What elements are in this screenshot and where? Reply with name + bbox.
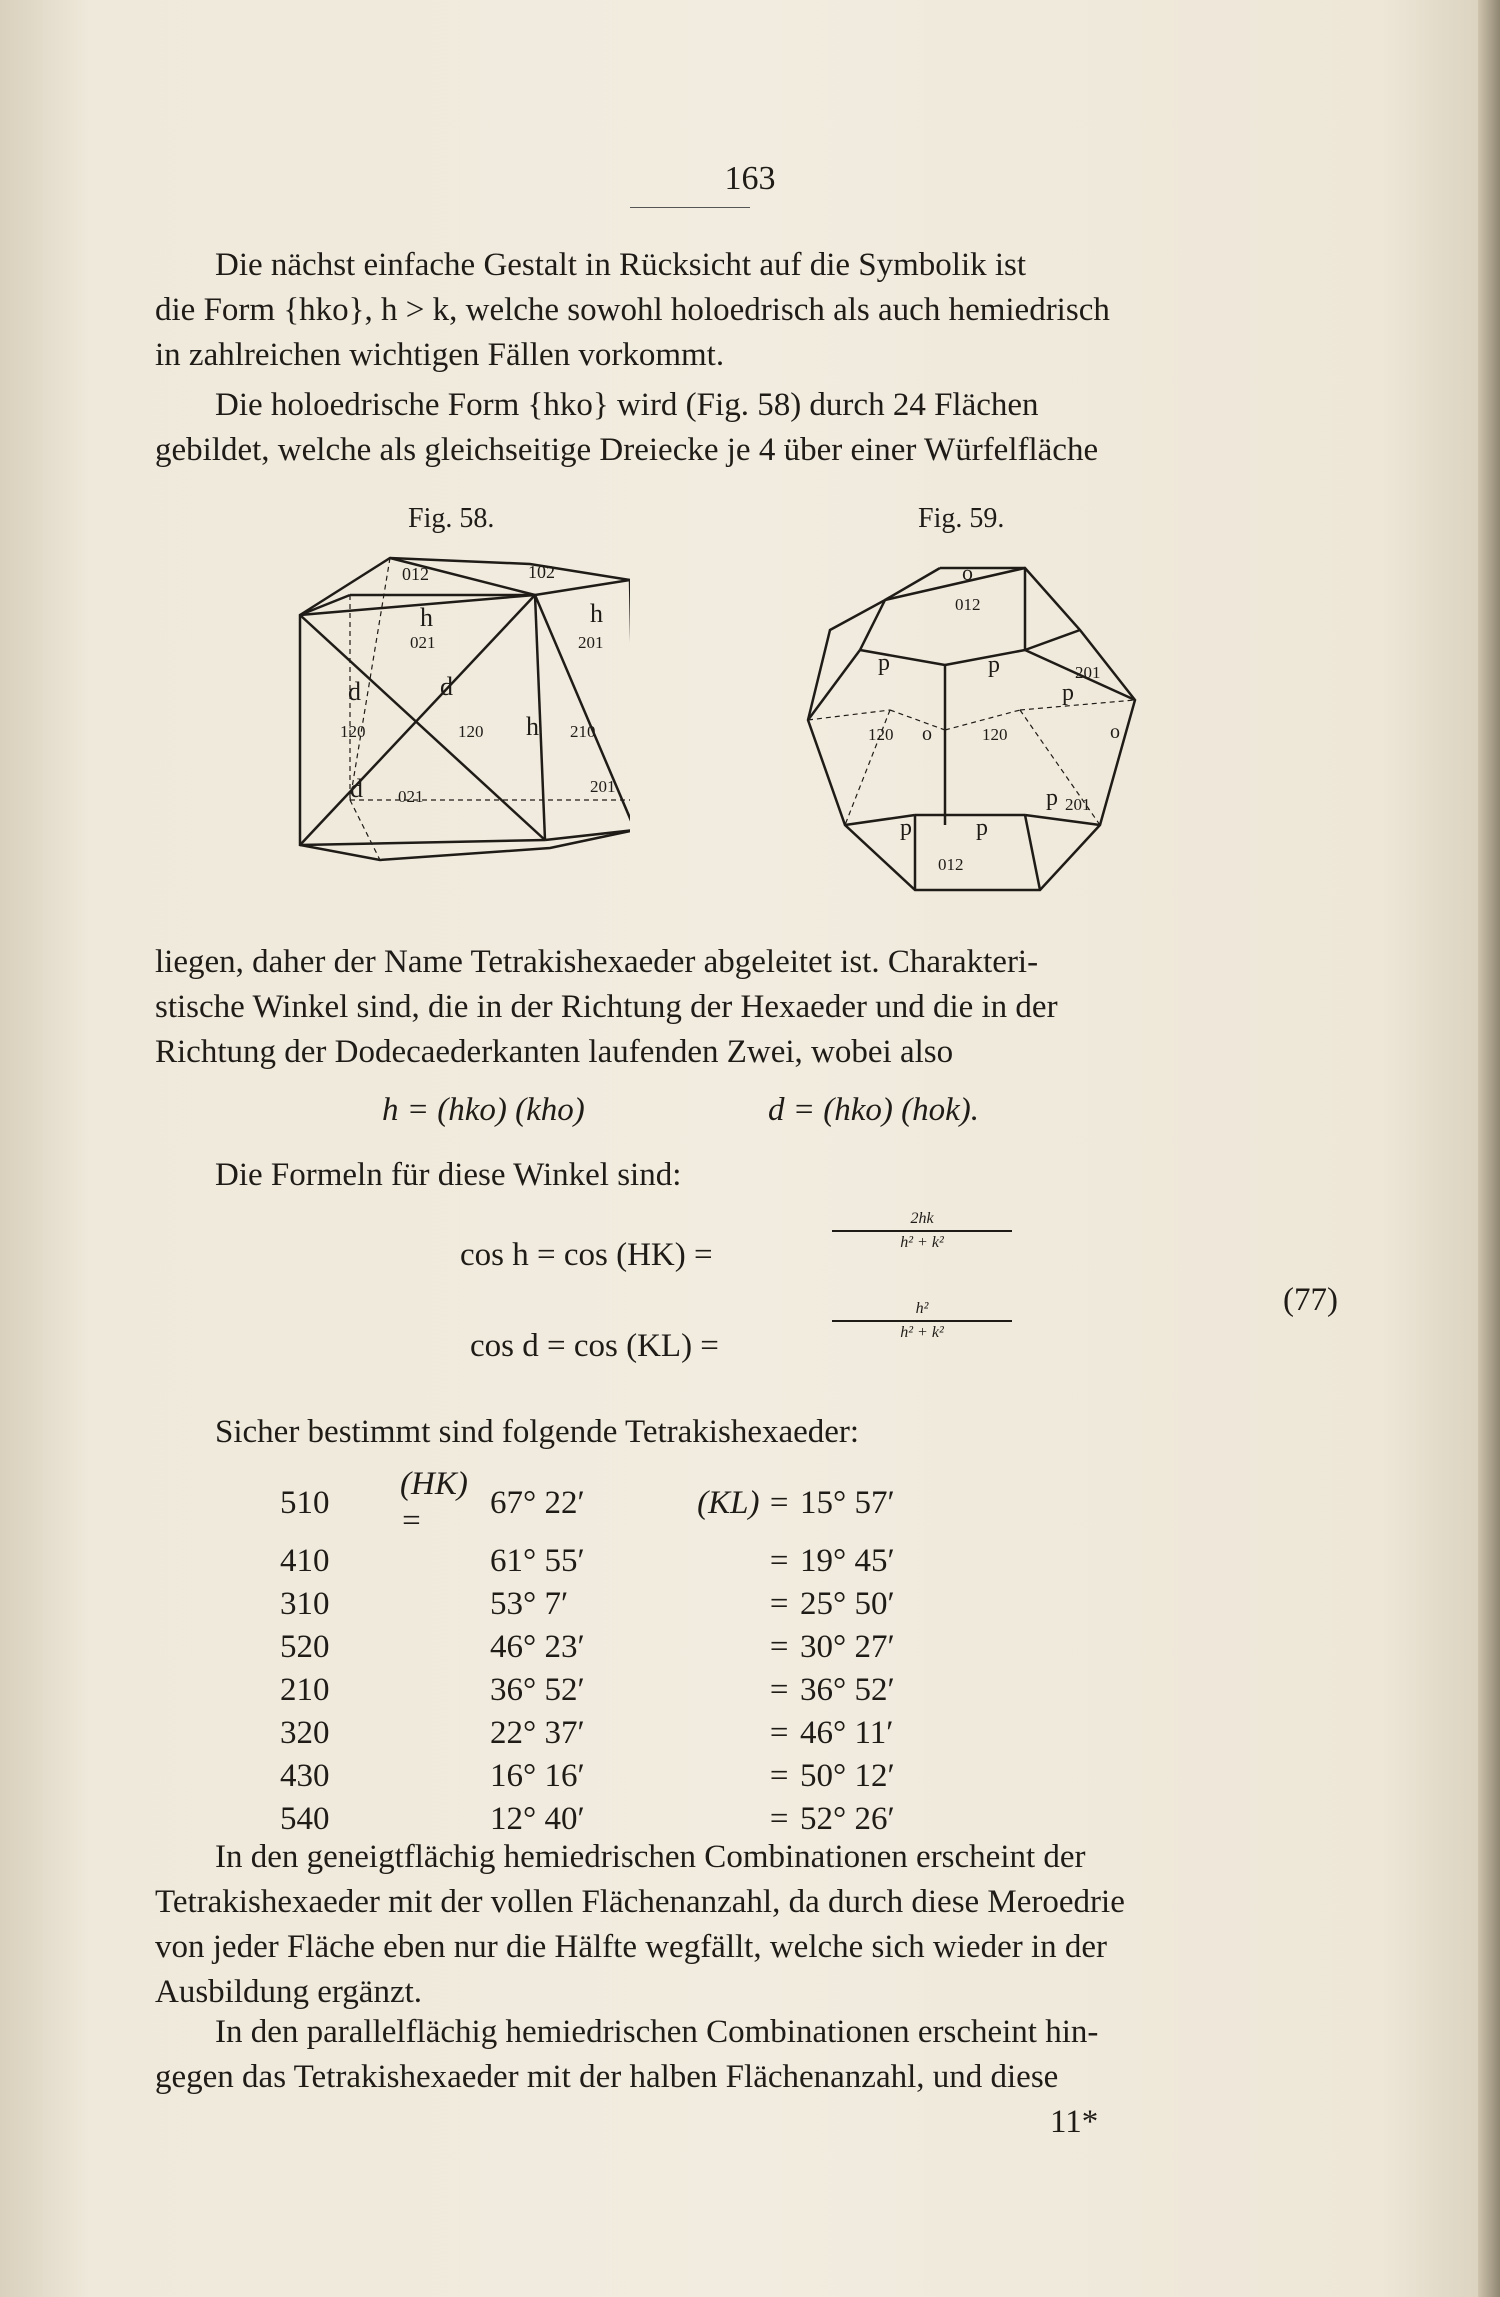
book-spine <box>1478 0 1500 2297</box>
fig59-edge <box>885 568 940 600</box>
kl-angle: 52° 26′ <box>800 1801 895 1837</box>
table-row <box>280 1626 1000 1669</box>
fig59-caption: Fig. 59. <box>918 503 1005 534</box>
para4-line2: Tetrakishexaeder mit der vollen Flächenanzahl, da durch diese Meroedrie <box>155 1884 1125 1920</box>
para5-line1: In den parallelflächig hemiedrischen Combinationen erscheint hin- <box>215 2014 1099 2050</box>
equation-d: d = (hko) (hok). <box>768 1092 980 1128</box>
form-symbol: 430 <box>280 1758 330 1794</box>
table-row <box>280 1583 1000 1626</box>
fig58-edge <box>300 840 545 845</box>
formula-cos-d: cos d = cos (KL) = <box>470 1328 719 1364</box>
fig59-face-labels <box>868 560 1120 874</box>
fig58-label: 201 <box>590 777 616 796</box>
fig58-label: 012 <box>402 564 429 584</box>
form-symbol: 210 <box>280 1672 330 1708</box>
formula-cos-d-fraction <box>832 1300 1012 1342</box>
formula-cos-d-denominator: h² + k² <box>900 1324 944 1341</box>
kl-label: (KL) = <box>697 1484 790 1521</box>
table-row <box>280 1669 1000 1712</box>
fig58-label: 201 <box>578 633 604 652</box>
hk-angle: 16° 16′ <box>490 1758 585 1794</box>
fig59-label: p <box>1046 785 1058 811</box>
hk-angle: 22° 37′ <box>490 1715 585 1751</box>
fig59-label: p <box>976 815 988 841</box>
hk-label <box>400 1583 490 1626</box>
fig59-label: o <box>1110 721 1120 743</box>
hk-angle: 61° 55′ <box>490 1543 585 1579</box>
table-row <box>280 1712 1000 1755</box>
fig58-label: h <box>420 603 433 632</box>
paragraph-1 <box>155 243 1275 378</box>
formulas-intro-text: Die Formeln für diese Winkel sind: <box>215 1157 682 1193</box>
formula-cos-h-denominator: h² + k² <box>900 1234 944 1251</box>
hk-angle: 12° 40′ <box>490 1801 585 1837</box>
para1-line1: Die nächst einfache Gestalt in Rücksicht auf die Symbolik ist <box>215 247 1027 283</box>
fig58-label: h <box>526 712 539 741</box>
form-symbol: 310 <box>280 1586 330 1622</box>
para5-line2: gegen das Tetrakishexaeder mit der halben Flächenanzahl, und diese <box>155 2059 1059 2095</box>
kl-angle: 46° 11′ <box>800 1715 894 1751</box>
fig58-label: h <box>590 599 603 628</box>
kl-label: = <box>767 1801 790 1837</box>
hk-angle: 46° 23′ <box>490 1629 585 1665</box>
hk-label <box>400 1755 490 1798</box>
fig59-label: o <box>962 560 973 585</box>
equation-number: (77) <box>1283 1282 1338 1318</box>
fig59-label: 012 <box>938 855 964 874</box>
para3-line3: Richtung der Dodecaederkanten laufenden Zwei, wobei also <box>155 1034 954 1070</box>
fig58-tetrakishexahedron-diagram <box>290 540 630 885</box>
form-symbol: 410 <box>280 1543 330 1579</box>
fig58-label: d <box>348 677 361 706</box>
para2-line2: gebildet, welche als gleichseitige Dreiecke je 4 über einer Würfelfläche <box>155 432 1099 468</box>
fig59-edge <box>1025 630 1080 650</box>
fig59-edge <box>1025 815 1040 890</box>
formula-cos-h: cos h = cos (HK) = <box>460 1237 713 1273</box>
fig58-outline <box>300 558 630 860</box>
hk-label <box>400 1540 490 1583</box>
kl-angle: 36° 52′ <box>800 1672 895 1708</box>
paragraph-3 <box>155 940 1275 1075</box>
fig59-label: 120 <box>868 725 894 744</box>
fig59-label: 012 <box>955 595 981 614</box>
kl-angle: 15° 57′ <box>800 1484 895 1521</box>
page-number: 163 <box>724 160 776 197</box>
table-row <box>280 1755 1000 1798</box>
para2-line1: Die holoedrische Form {hko} wird (Fig. 58) durch 24 Flächen <box>215 387 1039 423</box>
para4-line3: von jeder Fläche eben nur die Hälfte wegfällt, welche sich wieder in der <box>155 1929 1108 1965</box>
fig58-label: 102 <box>528 562 555 582</box>
kl-label: = <box>767 1758 790 1794</box>
hk-angle: 67° 22′ <box>490 1484 585 1521</box>
kl-label: = <box>767 1629 790 1665</box>
paragraph-4 <box>155 1835 1275 2015</box>
table-intro <box>155 1410 1275 1455</box>
fig59-edge <box>1025 815 1100 825</box>
fig59-pentagondodecahedron-diagram <box>800 560 1140 900</box>
hk-label <box>400 1669 490 1712</box>
fig59-label: o <box>922 723 932 745</box>
formulas-intro <box>155 1153 1275 1198</box>
kl-angle: 30° 27′ <box>800 1629 895 1665</box>
form-symbol: 520 <box>280 1629 330 1665</box>
fig59-label: 120 <box>982 725 1008 744</box>
fig59-label: p <box>988 652 1000 678</box>
fig58-edge <box>535 580 630 595</box>
form-symbol: 540 <box>280 1801 330 1837</box>
formula-cos-h-numerator: 2hk <box>832 1210 1012 1232</box>
paragraph-5 <box>155 2010 1275 2100</box>
table-intro-text: Sicher bestimmt sind folgende Tetrakishexaeder: <box>215 1414 860 1450</box>
kl-angle: 50° 12′ <box>800 1758 895 1794</box>
fig58-caption: Fig. 58. <box>408 503 495 534</box>
fig58-label: 120 <box>340 722 366 741</box>
para3-line2: stische Winkel sind, die in der Richtung der Hexaeder und die in der <box>155 989 1058 1025</box>
para3-line1: liegen, daher der Name Tetrakishexaeder abgeleitet ist. Charakteri- <box>155 944 1039 980</box>
kl-angle: 19° 45′ <box>800 1543 895 1579</box>
hk-label: (HK) = <box>400 1466 468 1539</box>
kl-label: = <box>767 1715 790 1751</box>
para1-line2: die Form {hko}, h > k, welche sowohl holoedrisch als auch hemiedrisch <box>155 292 1110 328</box>
fig58-label: d <box>440 672 453 701</box>
hk-label <box>400 1626 490 1669</box>
fig59-label: 201 <box>1065 795 1091 814</box>
formula-cos-d-numerator: h² <box>832 1300 1012 1322</box>
form-symbol: 510 <box>280 1484 330 1521</box>
kl-label: = <box>767 1543 790 1579</box>
equation-h: h = (hko) (kho) <box>382 1092 585 1128</box>
para4-line4: Ausbildung ergänzt. <box>155 1974 423 2010</box>
fig59-label: 201 <box>1075 663 1101 682</box>
fig58-label: 021 <box>398 787 424 806</box>
fig58-edge <box>535 595 630 830</box>
form-symbol: 320 <box>280 1715 330 1751</box>
table-row <box>280 1540 1000 1583</box>
header-rule <box>630 207 750 208</box>
signature-mark: 11* <box>1050 2104 1099 2140</box>
table-row <box>280 1466 1000 1540</box>
fig58-label: 120 <box>458 722 484 741</box>
fig58-edge <box>300 595 535 615</box>
kl-angle: 25° 50′ <box>800 1586 895 1622</box>
kl-label: = <box>767 1586 790 1622</box>
fig59-outline <box>808 568 1135 890</box>
fig59-edge <box>860 650 945 665</box>
fig59-edge <box>945 650 1025 665</box>
hk-angle: 53° 7′ <box>490 1586 569 1622</box>
tetrakishexaeder-angle-table <box>280 1466 1000 1841</box>
fig59-label: p <box>900 815 912 841</box>
fig58-label: 021 <box>410 633 436 652</box>
fig58-label: 210 <box>570 722 596 741</box>
para1-line3: in zahlreichen wichtigen Fällen vorkommt. <box>155 337 725 373</box>
para4-line1: In den geneigtflächig hemiedrischen Combinationen erscheint der <box>215 1839 1086 1875</box>
hk-angle: 36° 52′ <box>490 1672 585 1708</box>
kl-label: = <box>767 1672 790 1708</box>
fig59-label: p <box>1062 680 1074 706</box>
fig58-hidden-edges <box>350 558 630 860</box>
paragraph-2 <box>155 383 1275 473</box>
formula-cos-h-fraction <box>832 1210 1012 1252</box>
fig59-label: p <box>878 650 890 676</box>
fig58-label: d <box>350 774 363 803</box>
hk-label <box>400 1712 490 1755</box>
